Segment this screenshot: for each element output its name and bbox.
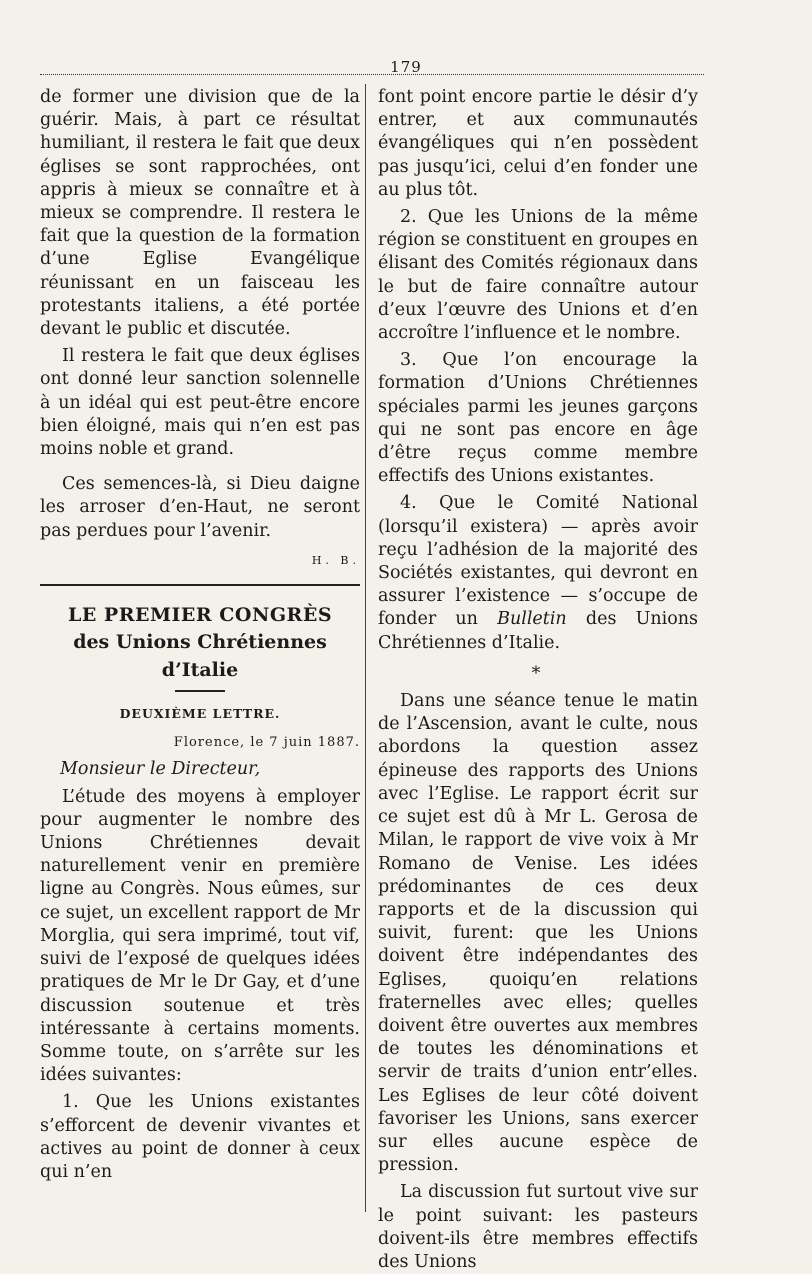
section-separator: * — [531, 663, 545, 684]
dateline: Florence, le 7 juin 1887. — [173, 735, 360, 751]
article-subtitle: des Unions Chrétiennes d’Italie — [73, 631, 327, 682]
paragraph-text: 4. Que le Comité National (lorsqu’il existera) — après avoir reçu l’adhésion de la majorité des Sociétés existantes, qui devront en assurer l’existence — s’occupe de fonder un — [378, 493, 698, 630]
paragraph: La discussion fut surtout vive sur le point suivant: les pasteurs doivent-ils être membres effectifs des Unions — [378, 1182, 698, 1272]
paragraph: de former une division que de la guérir. Mais, à part ce résultat humiliant, il restera le fait que deux églises se sont rapprochées, ont appris à mieux se connaître et à mieux se comprendre. Il restera le fait que la question de la formation d’une Eglise Evangélique réunissant en un faisceau les protestants italiens, a été portée devant le public et discutée. — [40, 87, 360, 340]
article-title: LE PREMIER CONGRÈS — [67, 604, 333, 627]
paragraph-text: des Unions Chrétiennes d’Italie. — [378, 609, 698, 653]
paragraph: Dans une séance tenue le matin de l’Ascension, avant le culte, nous abordons la question assez épineuse des rapports des Unions avec l’Eglise. Le rapport écrit sur ce sujet est dû à Mr L. Gerosa de Milan, le rapport de vive voix à Mr Romano de Venise. Les idées prédominantes de ces deux rapports et de la discussion qui suivit, furent: que les Unions doivent être indépendantes des Eglises, quoiqu’en relations fraternelles avec elles; quelles doivent être ouvertes aux membres de toutes les dénominations et servir de traits d’union entr’elles. Les Eglises de leur côté doivent favoriser les Unions, sans exercer sur elles aucune espèce de pression. — [378, 691, 698, 1176]
section-divider — [40, 584, 360, 586]
paragraph: 3. Que l’on encourage la formation d’Unions Chrétiennes spéciales parmi les jeunes garçons qui ne sont pas encore en âge d’être reçus comme membre effectifs des Unions existantes. — [378, 350, 698, 487]
column-divider — [365, 84, 366, 1212]
paragraph: Il restera le fait que deux églises ont donné leur sanction solennelle à un idéal qui est peut-être encore bien éloigné, mais qui n’en est pas moins noble et grand. — [40, 346, 360, 460]
author-signature: H. B. — [311, 553, 360, 567]
left-column — [40, 86, 360, 1184]
page-number: 179 — [390, 58, 422, 76]
right-column — [378, 86, 698, 1274]
paragraph: L’étude des moyens à employer pour augmenter le nombre des Unions Chrétiennes devait naturellement venir en première ligne au Congrès. Nous eûmes, sur ce sujet, un excellent rapport de Mr Morglia, qui sera imprimé, tout vif, suivi de l’exposé de quelques idées pratiques de Mr le Dr Gay, et d’une discussion soutenue et très intéressante à certains moments. Somme toute, on s’arrête sur les idées suivantes: — [40, 786, 360, 1086]
header-rule — [40, 74, 704, 75]
paragraph — [378, 492, 698, 654]
paragraph: Ces semences-là, si Dieu daigne les arroser d’en-Haut, ne seront pas perdues pour l’avenir. — [40, 474, 360, 541]
bulletin-title: Bulletin — [497, 609, 567, 630]
paragraph: 2. Que les Unions de la même région se constituent en groupes en élisant des Comités régionaux dans le but de faire connaître autour d’eux l’œuvre des Unions et d’en accroître l’influence et le nombre. — [378, 207, 698, 344]
salutation: Monsieur le Directeur, — [60, 759, 261, 780]
letter-number: DEUXIÈME LETTRE. — [119, 706, 281, 722]
title-rule — [175, 690, 225, 692]
paragraph: 1. Que les Unions existantes s’efforcent de devenir vivantes et actives au point de donner à ceux qui n’en — [40, 1092, 360, 1182]
paragraph: font point encore partie le désir d’y entrer, et aux communautés évangéliques qui n’en possèdent pas jusqu’ici, celui d’en fonder une au plus tôt. — [378, 87, 698, 200]
